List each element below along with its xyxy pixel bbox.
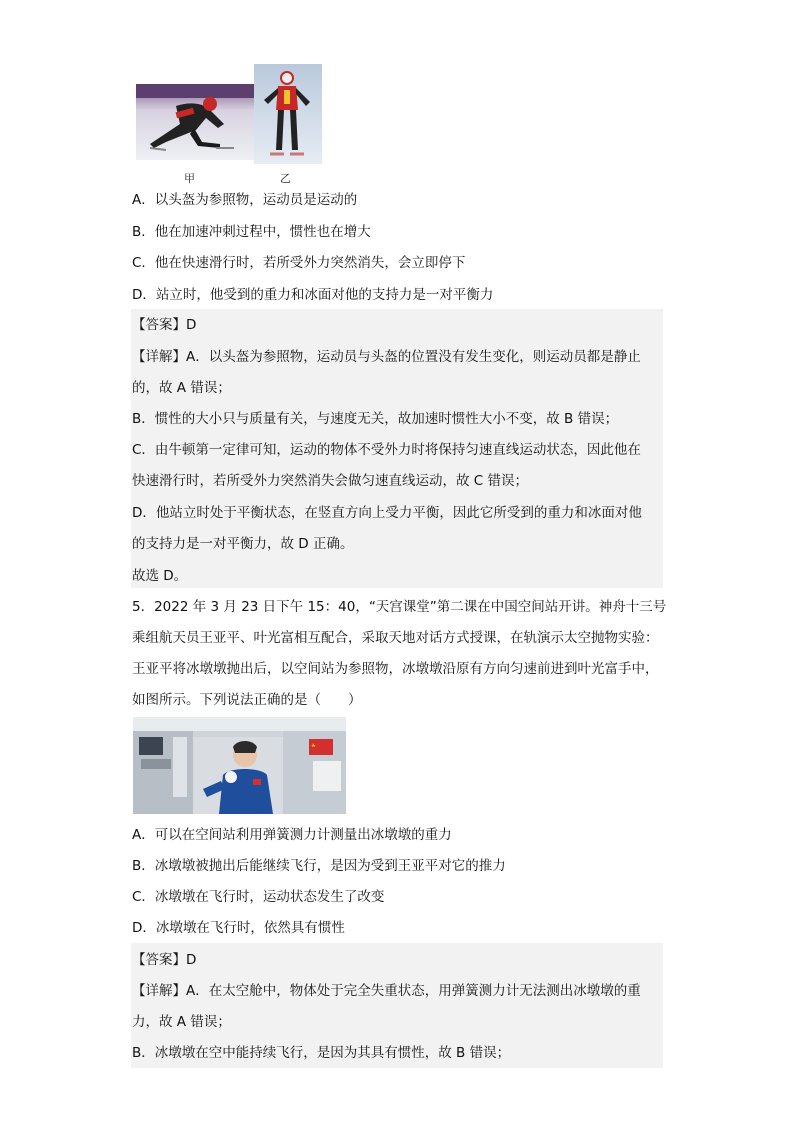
q5-stem-line: 5．2022 年 3 月 23 日下午 15：40，“天宫课堂”第二课在中国空间站开讲。神舟十三号 [132,599,667,615]
q4-detail-line: 的，故 A 错误； [132,380,231,396]
skater-photo-yi [254,64,322,164]
q5-stem-line: 如图所示。下列说法正确的是（ ） [132,692,362,708]
q4-detail-line: 【详解】A．以头盔为参照物，运动员与头盔的位置没有发生变化，则运动员都是静止 [132,349,641,365]
q5-stem-line: 乘组航天员王亚平、叶光富相互配合，采取天地对话方式授课，在轨演示太空抛物实验： [132,630,659,646]
figure-caption-jia: 甲 [184,172,195,185]
q4-option-b: B．他在加速冲刺过程中，惯性也在增大 [132,224,371,240]
q4-detail-line: 的支持力是一对平衡力，故 D 正确。 [132,536,354,552]
space-station-photo [133,717,346,814]
q5-option-a: A．可以在空间站利用弹簧测力计测量出冰墩墩的重力 [132,827,452,843]
figure-caption-yi: 乙 [280,172,291,185]
q4-option-d: D．站立时，他受到的重力和冰面对他的支持力是一对平衡力 [132,287,494,303]
q5-option-b: B．冰墩墩被抛出后能继续飞行，是因为受到王亚平对它的推力 [132,858,506,874]
q5-answer: 【答案】D [132,952,197,968]
q4-option-a: A．以头盔为参照物，运动员是运动的 [132,192,358,208]
q4-conclusion: 故选 D。 [132,568,188,584]
skater-photo-jia [136,84,254,160]
q5-detail-line: B．冰墩墩在空中能持续飞行，是因为其具有惯性，故 B 错误； [132,1045,511,1061]
q5-option-c: C．冰墩墩在飞行时，运动状态发生了改变 [132,889,385,905]
q5-detail-line: 力，故 A 错误； [132,1014,231,1030]
q4-option-c: C．他在快速滑行时，若所受外力突然消失，会立即停下 [132,255,466,271]
q5-detail-line: 【详解】A．在太空舱中，物体处于完全失重状态，用弹簧测力计无法测出冰墩墩的重 [132,983,641,999]
q4-detail-line: B．惯性的大小只与质量有关，与速度无关，故加速时惯性大小不变，故 B 错误； [132,411,619,427]
q4-detail-line: 快速滑行时，若所受外力突然消失会做匀速直线运动，故 C 错误； [132,473,529,489]
q4-answer: 【答案】D [132,317,197,333]
q4-detail-line: C．由牛顿第一定律可知，运动的物体不受外力时将保持匀速直线运动状态，因此他在 [132,442,641,458]
q4-detail-line: D．他站立时处于平衡状态，在竖直方向上受力平衡，因此它所受到的重力和冰面对他 [132,505,642,521]
q5-stem-line: 王亚平将冰墩墩抛出后，以空间站为参照物，冰墩墩沿原有方向匀速前进到叶光富手中， [132,661,659,677]
q5-option-d: D．冰墩墩在飞行时，依然具有惯性 [132,920,345,936]
